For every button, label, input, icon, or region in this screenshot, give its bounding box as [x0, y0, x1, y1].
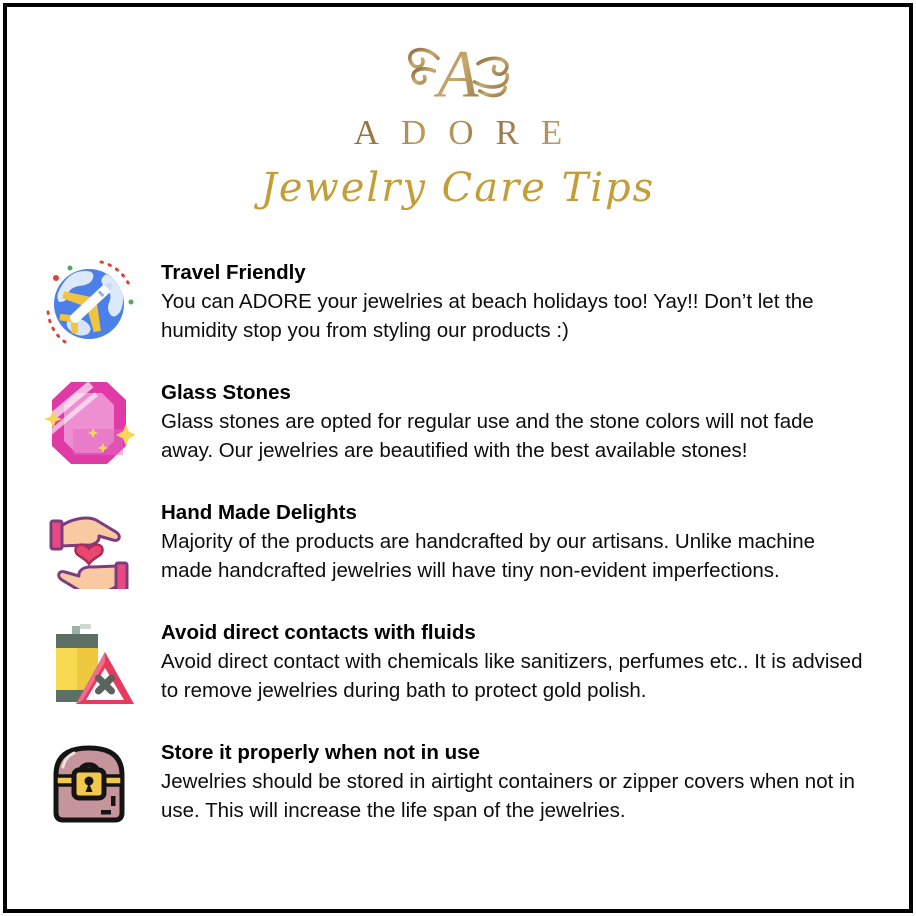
pink-gemstone-icon	[43, 377, 135, 469]
tip-body: Jewelries should be stored in airtight containers or zipper covers when not in use. This will increase the life span of the jewelries.	[161, 770, 855, 822]
tip-title: Glass Stones	[161, 381, 291, 404]
tip-row-5	[43, 737, 867, 829]
brand-name: ADORE	[353, 113, 585, 152]
tip-title: Hand Made Delights	[161, 501, 357, 524]
hands-holding-heart-icon	[43, 497, 135, 589]
tip-body: Majority of the products are handcrafted by our artisans. Unlike machine made handcrafted jewelries will have tiny non-evident imperfections.	[161, 530, 816, 582]
adore-monogram-icon	[394, 31, 522, 111]
treasure-chest-icon	[43, 737, 135, 829]
care-tips-card	[3, 3, 913, 913]
spray-bottle-warning-icon	[43, 617, 135, 709]
tips-list	[7, 257, 909, 829]
tip-row-3	[43, 497, 867, 589]
tip-row-2	[43, 377, 867, 469]
travel-globe-plane-icon	[43, 257, 135, 349]
tip-title: Store it properly when not in use	[161, 741, 480, 764]
tip-title: Travel Friendly	[161, 261, 306, 284]
tip-body: Avoid direct contact with chemicals like sanitizers, perfumes etc.. It is advised to remove jewelries during bath to protect gold polish.	[161, 650, 863, 702]
brand-header	[7, 7, 909, 211]
tip-row-1	[43, 257, 867, 349]
monogram-letter: A	[437, 36, 479, 111]
tip-row-4	[43, 617, 867, 709]
tip-title: Avoid direct contacts with fluids	[161, 621, 476, 644]
tip-body: You can ADORE your jewelries at beach holidays too! Yay!! Don’t let the humidity stop you from styling our products :)	[161, 290, 814, 342]
tip-body: Glass stones are opted for regular use and the stone colors will not fade away. Our jewelries are beautified with the best available stones!	[161, 410, 814, 462]
page-title: Jewelry Care Tips	[260, 165, 656, 211]
